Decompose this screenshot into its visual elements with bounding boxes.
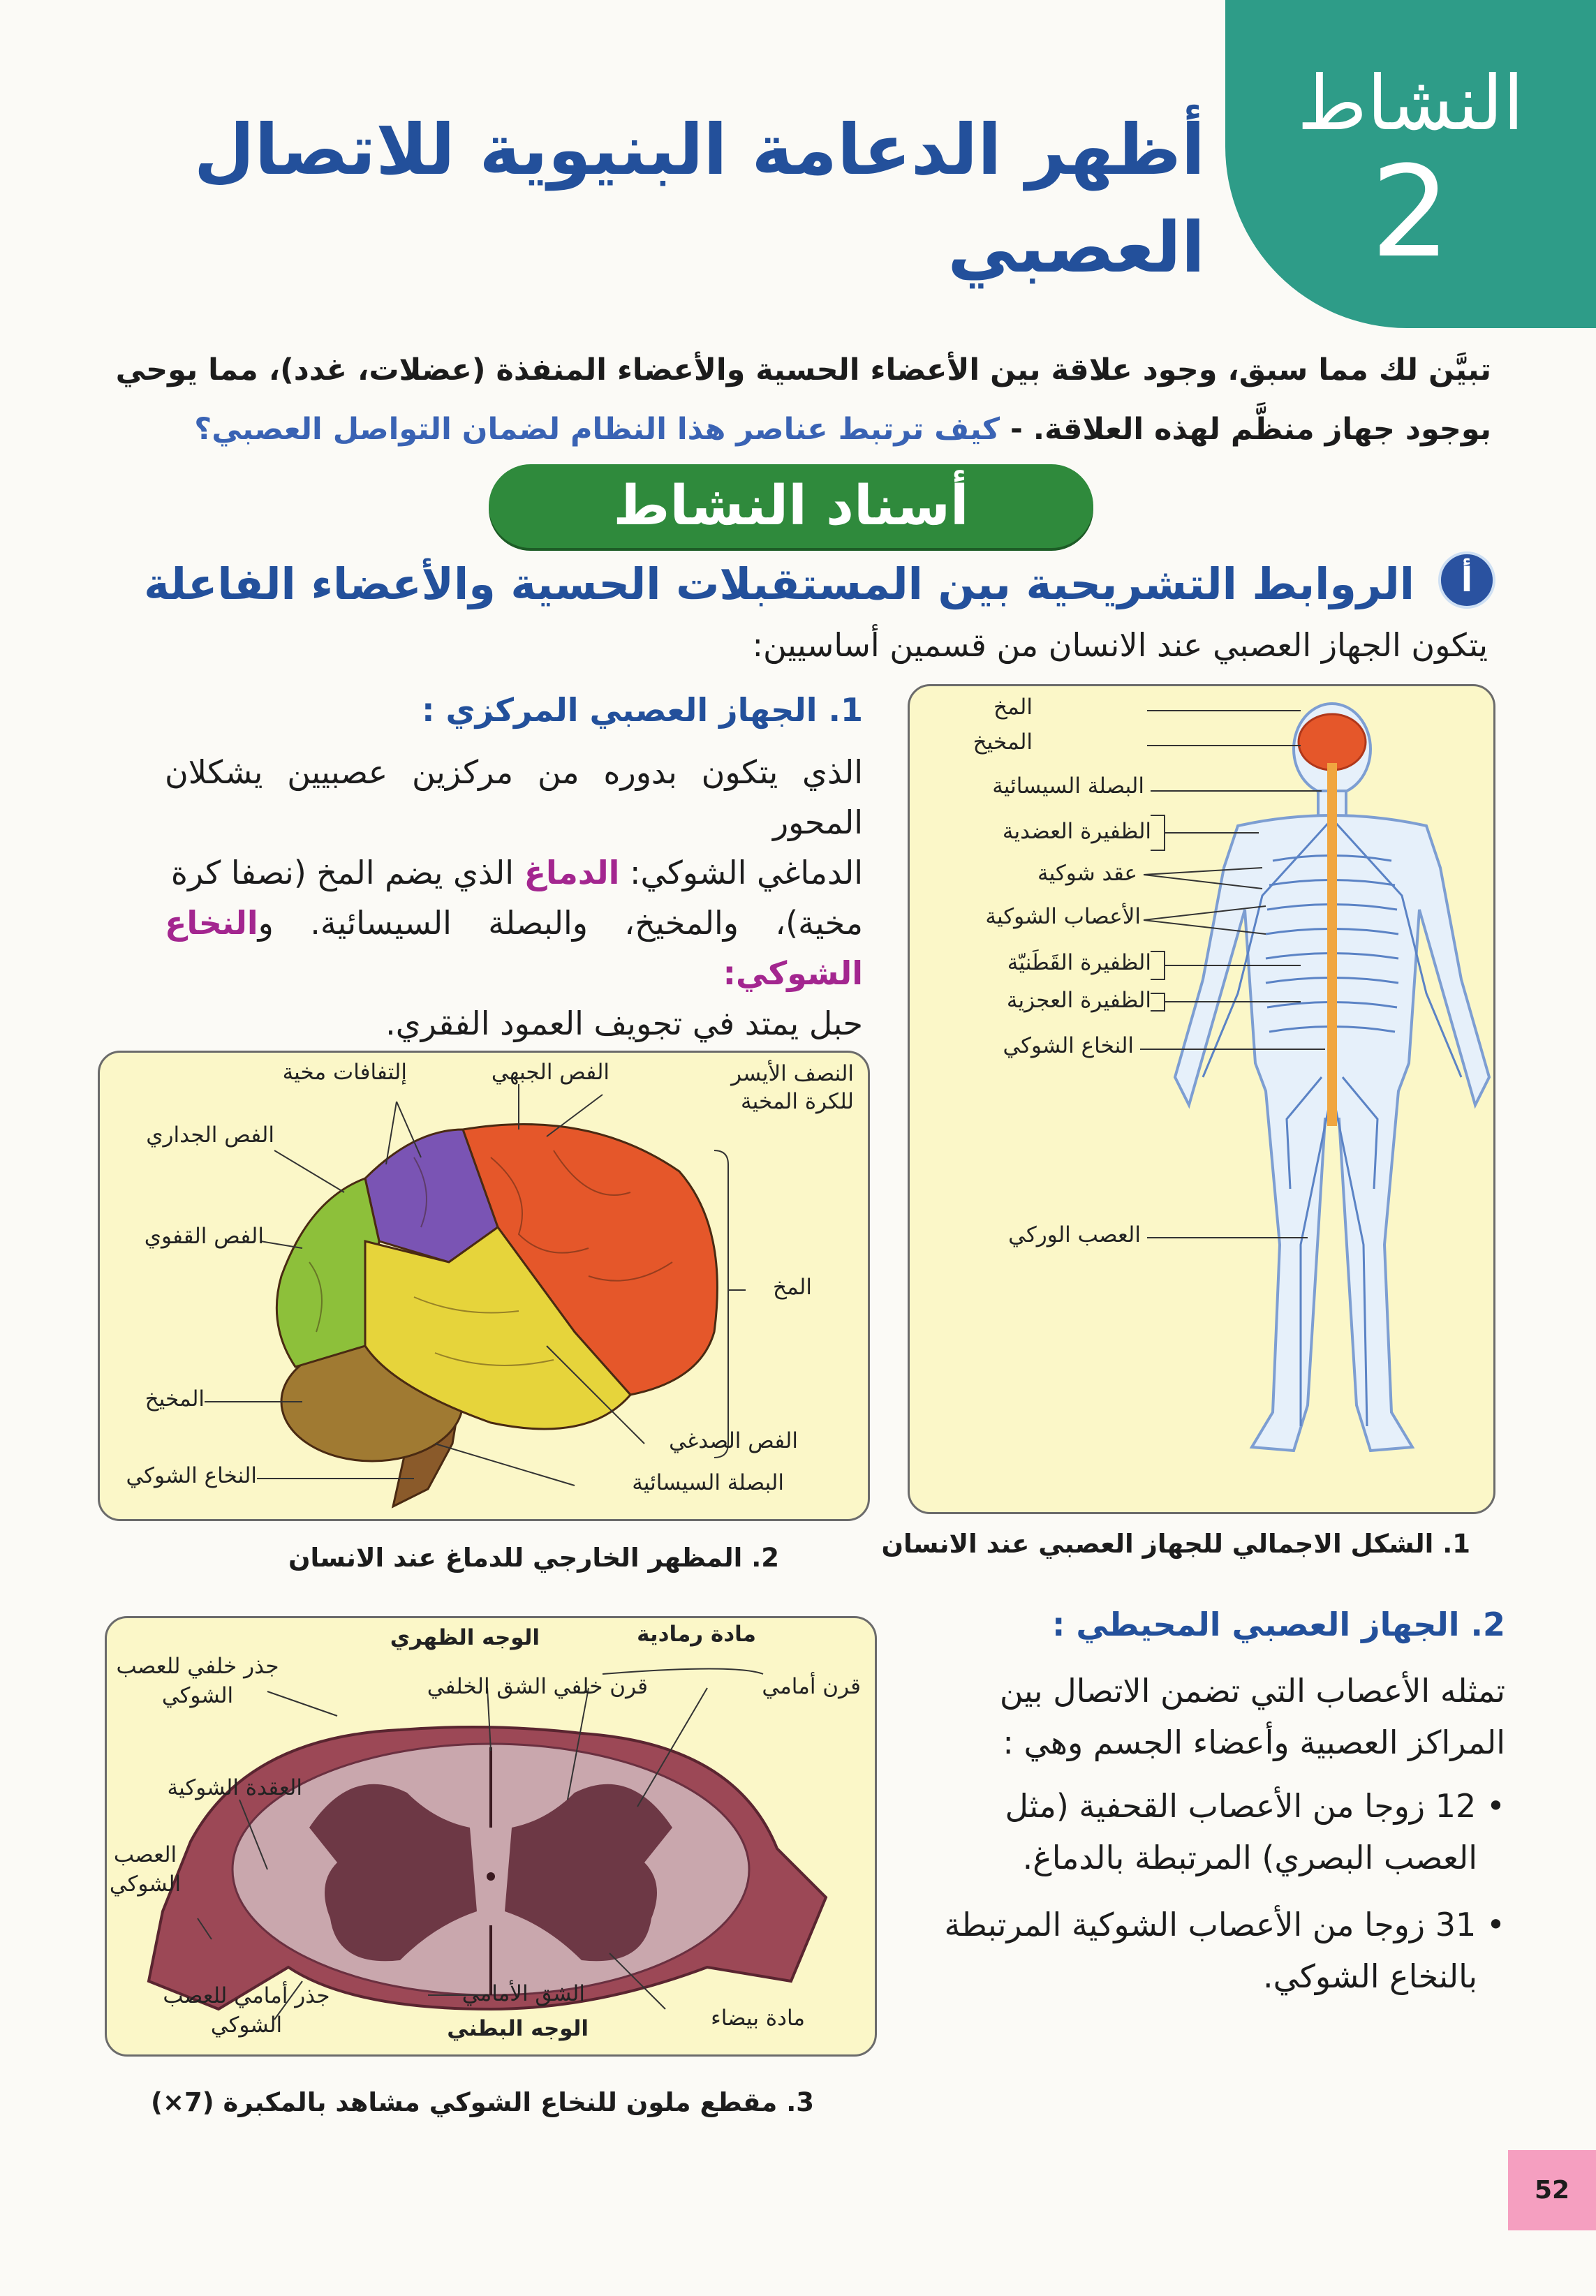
section-a-title: الروابط التشريحية بين المستقبلات الحسية والأعضاء الفاعلة (144, 558, 1414, 609)
fig1-label-brachial: الظفيرة العضدية (1002, 819, 1151, 844)
section-banner: أسناد النشاط (489, 464, 1093, 548)
fig1-label-spinal-cord: النخاع الشوكي (1003, 1033, 1134, 1058)
figure-1-panel (908, 684, 1495, 1514)
fig1-label-ganglia: عقد شوكية (1037, 861, 1137, 886)
fig2-label-frontal: الفص الجبهي (491, 1060, 609, 1085)
fig2-label-spinal-cord: النخاع الشوكي (126, 1463, 257, 1488)
fig1-label-cerebrum: المخ (993, 695, 1033, 720)
pns-line-2: المراكز العصبية وأعضاء الجسم وهي : (1003, 1724, 1505, 1761)
fig2-label-parietal: الفص الجداري (146, 1123, 274, 1148)
pns-bullet-2-line-1: • 31 زوجا من الأعصاب الشوكية المرتبطة (944, 1906, 1505, 1943)
fig2-label-gyri: إلتفافات مخية (282, 1060, 407, 1085)
fig2-label-cerebellum: المخيخ (145, 1386, 205, 1412)
figure-1-caption: 1. الشكل الاجمالي للجهاز العصبي عند الانسان (881, 1529, 1470, 1559)
pns-bullet-1-text-a: 12 زوجا من الأعصاب القحفية (مثل (1005, 1787, 1477, 1825)
fig3-label-anterior-fissure: الشق الأمامي (461, 1981, 585, 2006)
fig3-label-ganglion: العقدة الشوكية (167, 1775, 302, 1800)
fig3-label-dorsal-root: جذر خلفي للعصب الشوكي (116, 1654, 279, 1708)
figure-2-panel (98, 1051, 870, 1521)
spinal-cord-mark (1327, 763, 1337, 1126)
pns-heading: 2. الجهاز العصبي المحيطي : (1051, 1606, 1505, 1643)
pns-bullet-1-line-2: العصب البصري) المرتبطة بالدماغ. (1022, 1839, 1477, 1876)
occipital-lobe-mark (276, 1178, 379, 1367)
fig2-label-medulla: البصلة السيسائية (632, 1470, 784, 1495)
activity-label: النشاط (1297, 60, 1524, 147)
fig3-label-anterior-horn: قرن أمامي (762, 1674, 861, 1699)
fig3-label-spinal-nerve: العصب الشوكي (109, 1842, 182, 1897)
fig3-label-dorsal-face: الوجه الظهري (390, 1625, 540, 1650)
fig1-label-spinal-nerves: الأعصاب الشوكية (985, 904, 1141, 929)
figure-3-caption: 3. مقطع ملون للنخاع الشوكي مشاهد بالمكبرة (7×) (151, 2087, 814, 2117)
page-title-line1: أظهر الدعامة البنيوية للاتصال (193, 109, 1205, 191)
fig3-label-grey-matter: مادة رمادية (637, 1622, 756, 1647)
nervous-system-illustration (910, 686, 1493, 1512)
section-a-lead: يتكون الجهاز العصبي عند الانسان من قسمين أساسيين: (752, 626, 1488, 664)
pns-bullet-1 (1005, 1780, 1505, 1883)
pns-bullet-2 (944, 1899, 1505, 2002)
intro-line2 (194, 412, 1491, 447)
intro-statement: بوجود جهاز منظَّم لهذه العلاقة. - (1010, 412, 1491, 447)
figure-2-caption: 2. المظهر الخارجي للدماغ عند الانسان (288, 1543, 779, 1573)
section-a-badge: أ (1438, 551, 1495, 609)
cns-brain-text: الذي يضم المخ (نصفا كرة (170, 854, 514, 891)
fig2-label-occipital: الفص القفوي (144, 1224, 264, 1249)
fig3-label-ventral-root: جذر أمامي للعصب الشوكي (163, 1983, 330, 2038)
fig1-label-sacral: الظفيرة العجزية (1006, 988, 1151, 1013)
intro-line1: تبيَّن لك مما سبق، وجود علاقة بين الأعضاء الحسية والأعضاء المنفذة (عضلات، غدد)، مما يوحي (115, 353, 1491, 387)
pns-text (919, 1665, 1505, 1768)
fig2-label-temporal: الفص الصدغي (669, 1428, 798, 1453)
brain-mark (1299, 714, 1366, 770)
cns-parts-text: مخية)، والمخيخ، والبصلة السيسائية. و (258, 904, 863, 942)
cns-line-2 (165, 847, 863, 898)
cns-axis-text: الدماغي الشوكي: (630, 854, 863, 891)
cns-heading: 1. الجهاز العصبي المركزي : (422, 691, 863, 729)
figure-3-panel (105, 1616, 877, 2057)
pns-bullet-2-line-2: بالنخاع الشوكي. (1263, 1957, 1477, 1995)
pns-bullet-1-line-1: • 12 زوجا من الأعصاب القحفية (مثل (1005, 1787, 1505, 1825)
fig1-label-cerebellum: المخيخ (973, 729, 1033, 755)
fig3-label-posterior-horn: قرن خلفي (553, 1674, 648, 1699)
page-number: 52 (1508, 2150, 1596, 2230)
pns-bullet-2-text-a: 31 زوجا من الأعصاب الشوكية المرتبطة (944, 1906, 1477, 1943)
cns-line-3 (165, 898, 863, 998)
fig3-label-posterior-sulcus: الشق الخلفي (427, 1674, 547, 1699)
pns-line-1: تمثله الأعصاب التي تضمن الاتصال بين (999, 1672, 1505, 1710)
fig3-label-ventral-face: الوجه البطني (447, 2016, 589, 2041)
cns-text (165, 747, 863, 1049)
intro-question: كيف ترتبط عناصر هذا النظام لضمان التواصل العصبي؟ (194, 412, 1000, 447)
cns-brain-term: الدماغ (524, 854, 620, 891)
fig2-label-left-hemisphere: النصف الأيسر للكرة المخية (731, 1061, 854, 1114)
cns-line-1: الذي يتكون بدوره من مركزين عصبيين يشكلان المحور (165, 753, 863, 841)
activity-number: 2 (1370, 140, 1451, 286)
fig1-label-sciatic: العصب الوركي (1008, 1222, 1141, 1247)
page-title-line2: العصبي (947, 207, 1205, 288)
fig1-label-lumbar: الظفيرة القَطَنيّة (1007, 950, 1151, 975)
fig2-label-cerebrum: المخ (773, 1275, 812, 1300)
cns-line-4: حبل يمتد في تجويف العمود الفقري. (385, 1005, 863, 1042)
activity-badge (1225, 0, 1596, 328)
cns-spinal-term: النخاع الشوكي: (165, 904, 863, 992)
fig3-label-white-matter: مادة بيضاء (711, 2006, 805, 2031)
fig1-label-medulla: البصلة السيسائية (992, 773, 1144, 799)
